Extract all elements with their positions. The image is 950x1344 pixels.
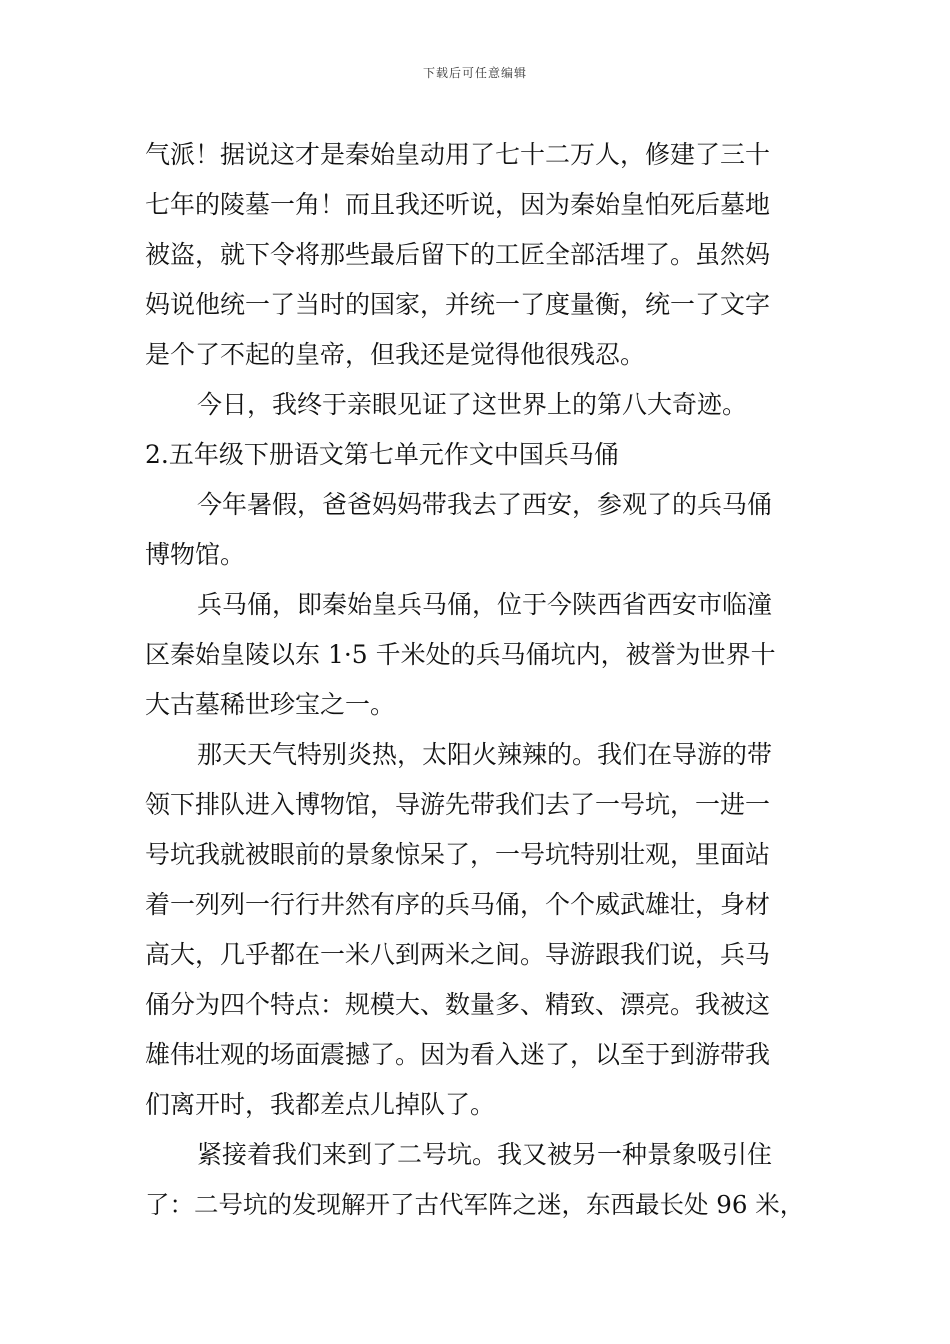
text-line: 今日，我终于亲眼见证了这世界上的第八大奇迹。 bbox=[197, 390, 748, 419]
text-line: 博物馆。 bbox=[145, 540, 246, 569]
text-line: 着一列列一行行井然有序的兵马俑，个个威武雄壮，身材 bbox=[145, 890, 771, 919]
text-line: 2.五年级下册语文第七单元作文中国兵马俑 bbox=[145, 440, 619, 469]
text-line: 被盗，就下令将那些最后留下的工匠全部活埋了。虽然妈 bbox=[145, 240, 771, 269]
text-line: 们离开时，我都差点儿掉队了。 bbox=[145, 1090, 496, 1119]
text-line: 七年的陵墓一角！而且我还听说，因为秦始皇怕死后墓地 bbox=[145, 190, 771, 219]
text-line: 号坑我就被眼前的景象惊呆了，一号坑特别壮观，里面站 bbox=[145, 840, 771, 869]
text-line: 俑分为四个特点：规模大、数量多、精致、漂亮。我被这 bbox=[145, 990, 771, 1019]
text-line: 高大，几乎都在一米八到两米之间。导游跟我们说，兵马 bbox=[145, 940, 771, 969]
text-line: 是个了不起的皇帝，但我还是觉得他很残忍。 bbox=[145, 340, 646, 369]
text-line: 兵马俑，即秦始皇兵马俑，位于今陕西省西安市临潼 bbox=[197, 590, 773, 619]
text-line: 区秦始皇陵以东 1·5 千米处的兵马俑坑内，被誉为世界十 bbox=[145, 640, 776, 669]
text-line: 那天天气特别炎热，太阳火辣辣的。我们在导游的带 bbox=[197, 740, 773, 769]
text-line: 领下排队进入博物馆，导游先带我们去了一号坑，一进一 bbox=[145, 790, 771, 819]
document-body bbox=[145, 130, 815, 1230]
text-line: 雄伟壮观的场面震撼了。因为看入迷了，以至于到游带我 bbox=[145, 1040, 771, 1069]
text-line: 大古墓稀世珍宝之一。 bbox=[145, 690, 396, 719]
text-line: 紧接着我们来到了二号坑。我又被另一种景象吸引住 bbox=[197, 1140, 773, 1169]
text-line: 今年暑假，爸爸妈妈带我去了西安，参观了的兵马俑 bbox=[197, 490, 773, 519]
text-line: 了：二号坑的发现解开了古代军阵之迷，东西最长处 96 米， bbox=[145, 1190, 805, 1219]
page-header: 下载后可任意编辑 bbox=[422, 66, 527, 80]
text-line: 妈说他统一了当时的国家，并统一了度量衡，统一了文字 bbox=[145, 290, 771, 319]
text-line: 气派！据说这才是秦始皇动用了七十二万人，修建了三十 bbox=[145, 140, 771, 169]
